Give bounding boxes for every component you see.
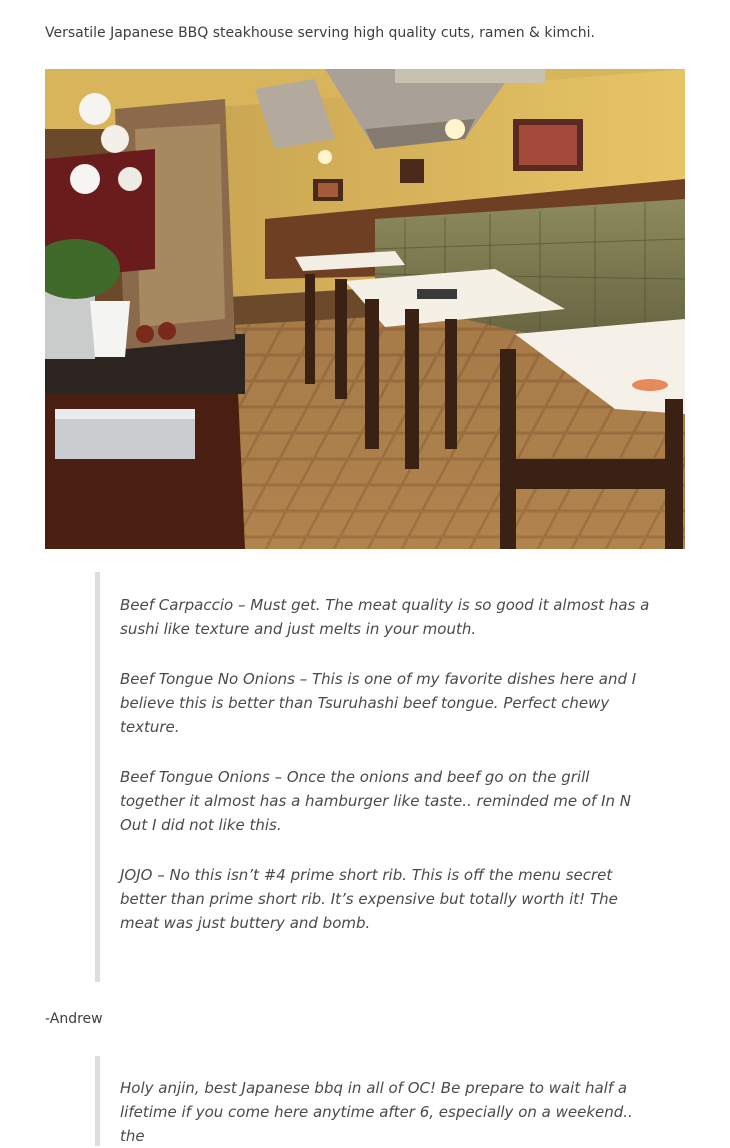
- review-paragraph-tongue-onions: Beef Tongue Onions – Once the onions and beef go on the grill together it almost has a hamburger like taste.. reminded me of In N Out I did not like this.: [120, 768, 632, 834]
- intro-text: Versatile Japanese BBQ steakhouse serving high quality cuts, ramen & kimchi.: [45, 25, 595, 41]
- review-paragraph-jojo: JOJO – No this isn’t #4 prime short rib. This is off the menu secret better than prime short rib. It’s expensive but totally worth it! The meat was just buttery and bomb.: [120, 866, 618, 932]
- review-quote-andrew: [95, 572, 655, 982]
- review-paragraph-holy-anjin: Holy anjin, best Japanese bbq in all of OC! Be prepare to wait half a lifetime if you come here anytime after 6, especially on a weekend.. the: [120, 1079, 633, 1145]
- restaurant-interior-photo: [45, 69, 685, 549]
- review-signature: -Andrew: [45, 1011, 103, 1027]
- review-paragraph-tongue-no-onions: Beef Tongue No Onions – This is one of my favorite dishes here and I believe this is better than Tsuruhashi beef tongue. Perfect chewy texture.: [120, 670, 637, 736]
- review-paragraph-carpaccio: Beef Carpaccio – Must get. The meat quality is so good it almost has a sushi like texture and just melts in your mouth.: [120, 596, 650, 638]
- review-quote-second: [95, 1056, 655, 1146]
